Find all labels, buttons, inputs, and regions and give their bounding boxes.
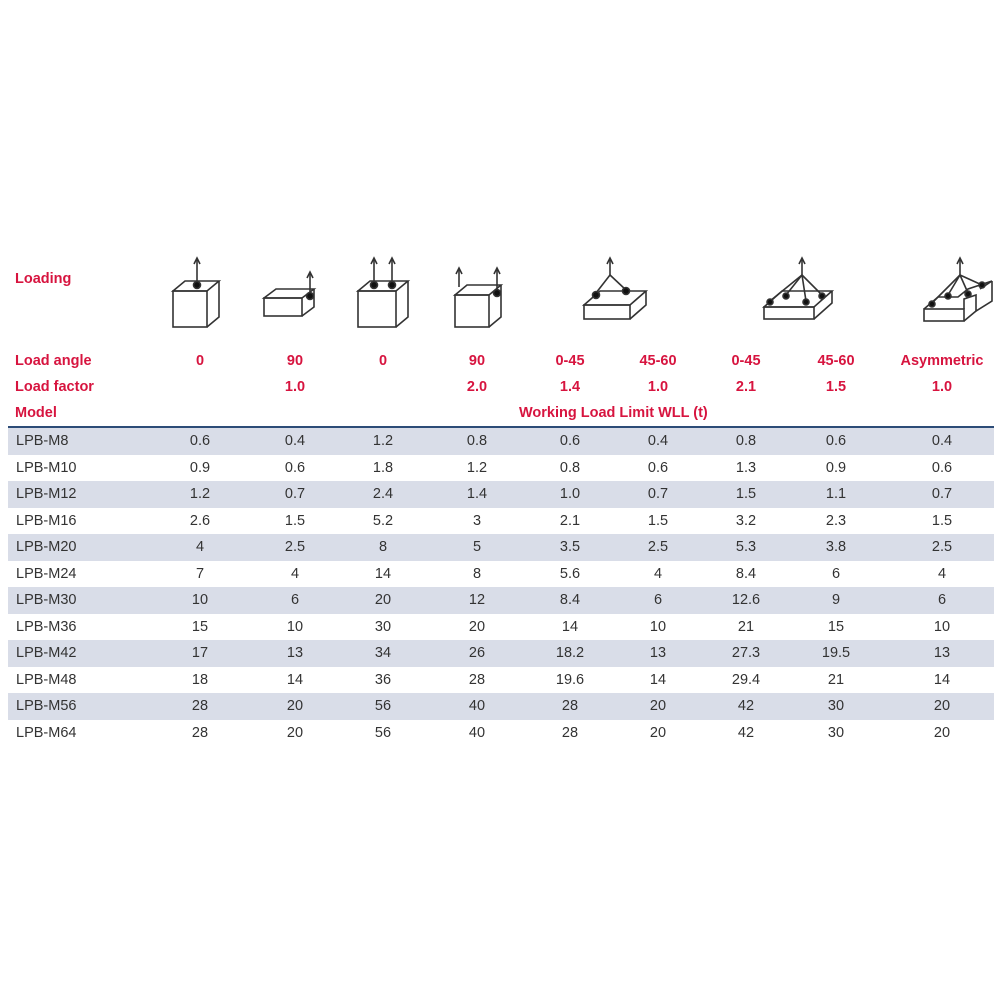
wll-value-cell: 4 [937,565,947,582]
wll-value-cell: 20 [286,698,304,714]
wll-value-cell: 0.6 [931,459,953,476]
wll-value-cell: 5.6 [559,565,581,582]
wll-value-cell: 10 [649,618,667,635]
wll-value-cell: 1.0 [559,486,581,502]
wll-value-cell: 20 [374,592,392,608]
loading-label: Loading [15,271,72,287]
wll-value-cell: 3.5 [559,539,581,555]
wll-value-cell: 28 [561,724,579,741]
load-factor-label: Load factor [15,379,94,395]
table-row [8,614,994,641]
table-row [8,481,994,508]
model-cell: LPB-M12 [16,486,77,502]
wll-value-cell: 14 [649,671,667,688]
table-row [8,720,994,747]
wll-value-cell: 0.8 [466,433,488,449]
model-cell: LPB-M64 [16,724,77,741]
wll-value-cell: 20 [933,724,951,741]
wll-value-cell: 1.2 [466,459,488,476]
model-cell: LPB-M36 [16,618,77,635]
two-point-side-cube-icon [447,255,519,330]
col-4-load-angle: 90 [468,353,486,369]
wll-value-cell: 13 [649,645,667,661]
wll-value-cell: 8 [378,539,388,555]
wll-value-cell: 6 [290,592,300,608]
wll-value-cell: 26 [468,645,486,661]
table-row [8,640,994,667]
col-2-load-angle: 90 [286,353,304,369]
wll-value-cell: 27.3 [731,645,761,661]
wll-value-cell: 6 [937,592,947,608]
wll-value-cell: 1.5 [284,512,306,529]
model-cell: LPB-M30 [16,592,77,608]
wll-value-cell: 40 [468,724,486,741]
model-cell: LPB-M10 [16,459,77,476]
wll-value-cell: 29.4 [731,671,761,688]
wll-value-cell: 15 [827,618,845,635]
model-cell: LPB-M16 [16,512,77,529]
wll-value-cell: 14 [286,671,304,688]
col-4-load-factor: 2.0 [466,379,488,395]
wll-value-cell: 30 [827,698,845,714]
wll-value-cell: 0.4 [931,433,953,449]
table-row [8,508,994,535]
wll-value-cell: 2.3 [825,512,847,529]
single-point-vertical-cube-icon [163,255,235,330]
wll-value-cell: 10 [286,618,304,635]
wll-value-cell: 28 [561,698,579,714]
wll-value-cell: 9 [831,592,841,608]
wll-value-cell: 56 [374,698,392,714]
wll-value-cell: 3.8 [825,539,847,555]
wll-value-cell: 28 [191,724,209,741]
wll-value-cell: 1.5 [647,512,669,529]
wll-value-cell: 0.6 [284,459,306,476]
wll-value-cell: 2.5 [647,539,669,555]
col-3-load-angle: 0 [378,353,388,369]
wll-value-cell: 2.1 [559,512,581,529]
col-5-load-factor: 1.4 [559,379,581,395]
col-5-load-angle: 0-45 [555,353,585,369]
wll-value-cell: 8.4 [735,565,757,582]
model-label: Model [15,405,57,421]
table-row [8,587,994,614]
wll-value-cell: 2.6 [189,512,211,529]
two-point-vertical-cube-icon [350,255,422,330]
col-7-load-factor: 2.1 [735,379,757,395]
col-8-load-angle: 45-60 [817,353,855,369]
wll-value-cell: 18.2 [555,645,585,661]
table-row [8,561,994,588]
wll-value-cell: 0.7 [284,486,306,502]
model-cell: LPB-M24 [16,565,77,582]
model-cell: LPB-M20 [16,539,77,555]
col-6-load-factor: 1.0 [647,379,669,395]
wll-value-cell: 1.8 [372,459,394,476]
wll-value-cell: 3.2 [735,512,757,529]
wll-value-cell: 2.5 [284,539,306,555]
wll-value-cell: 12 [468,592,486,608]
wll-value-cell: 1.3 [735,459,757,476]
wll-value-cell: 5.2 [372,512,394,529]
wll-value-cell: 6 [831,565,841,582]
wll-value-cell: 0.4 [647,433,669,449]
wll-value-cell: 20 [649,698,667,714]
load-angle-label: Load angle [15,353,92,369]
wll-value-cell: 30 [374,618,392,635]
table-row [8,455,994,482]
wll-value-cell: 0.9 [189,459,211,476]
four-leg-sling-slab-icon [760,255,840,330]
wll-value-cell: 0.9 [825,459,847,476]
single-point-side-box-icon [258,255,330,330]
wll-value-cell: 36 [374,671,392,688]
wll-value-cell: 0.7 [647,486,669,502]
wll-value-cell: 4 [290,565,300,582]
model-cell: LPB-M42 [16,645,77,661]
wll-value-cell: 56 [374,724,392,741]
wll-value-cell: 21 [737,618,755,635]
wll-value-cell: 19.6 [555,671,585,688]
wll-value-cell: 42 [737,724,755,741]
wll-heading: Working Load Limit WLL (t) [519,405,708,421]
col-2-load-factor: 1.0 [284,379,306,395]
wll-value-cell: 8 [472,565,482,582]
asymmetric-sling-stepped-slab-icon [920,255,1000,330]
col-9-load-angle: Asymmetric [900,353,984,369]
wll-value-cell: 4 [653,565,663,582]
wll-value-cell: 1.4 [466,486,488,502]
wll-value-cell: 1.2 [372,433,394,449]
wll-value-cell: 14 [374,565,392,582]
wll-value-cell: 30 [827,724,845,741]
wll-value-cell: 14 [933,671,951,688]
wll-value-cell: 20 [286,724,304,741]
model-cell: LPB-M8 [16,433,69,449]
wll-value-cell: 15 [191,618,209,635]
wll-value-cell: 19.5 [821,645,851,661]
wll-value-cell: 40 [468,698,486,714]
wll-value-cell: 0.6 [189,433,211,449]
table-row [8,428,994,455]
wll-value-cell: 14 [561,618,579,635]
wll-value-cell: 28 [191,698,209,714]
wll-value-cell: 34 [374,645,392,661]
wll-value-cell: 5 [472,539,482,555]
wll-value-cell: 1.2 [189,486,211,502]
model-cell: LPB-M56 [16,698,77,714]
wll-value-cell: 21 [827,671,845,688]
wll-value-cell: 13 [933,645,951,661]
wll-value-cell: 17 [191,645,209,661]
wll-value-cell: 0.4 [284,433,306,449]
table-row [8,534,994,561]
wll-value-cell: 42 [737,698,755,714]
wll-value-cell: 10 [191,592,209,608]
wll-value-cell: 2.4 [372,486,394,502]
col-6-load-angle: 45-60 [639,353,677,369]
model-cell: LPB-M48 [16,671,77,688]
wll-value-cell: 0.6 [647,459,669,476]
table-row [8,693,994,720]
wll-value-cell: 13 [286,645,304,661]
wll-value-cell: 1.5 [735,486,757,502]
wll-value-cell: 12.6 [731,592,761,608]
wll-value-cell: 2.5 [931,539,953,555]
wll-value-cell: 6 [653,592,663,608]
wll-value-cell: 1.1 [825,486,847,502]
wll-value-cell: 20 [649,724,667,741]
wll-value-cell: 28 [468,671,486,688]
wll-value-cell: 20 [468,618,486,635]
wll-value-cell: 0.7 [931,486,953,502]
wll-value-cell: 0.8 [559,459,581,476]
wll-value-cell: 0.6 [825,433,847,449]
table-row [8,667,994,694]
wll-value-cell: 20 [933,698,951,714]
col-7-load-angle: 0-45 [731,353,761,369]
wll-value-cell: 1.5 [931,512,953,529]
col-9-load-factor: 1.0 [931,379,953,395]
wll-value-cell: 10 [933,618,951,635]
wll-value-cell: 0.6 [559,433,581,449]
wll-value-cell: 8.4 [559,592,581,608]
wll-value-cell: 3 [472,512,482,529]
wll-value-cell: 18 [191,671,209,688]
wll-value-cell: 5.3 [735,539,757,555]
wll-value-cell: 0.8 [735,433,757,449]
two-leg-sling-slab-icon [580,255,660,330]
wll-value-cell: 4 [195,539,205,555]
wll-value-cell: 7 [195,565,205,582]
col-8-load-factor: 1.5 [825,379,847,395]
col-1-load-angle: 0 [195,353,205,369]
